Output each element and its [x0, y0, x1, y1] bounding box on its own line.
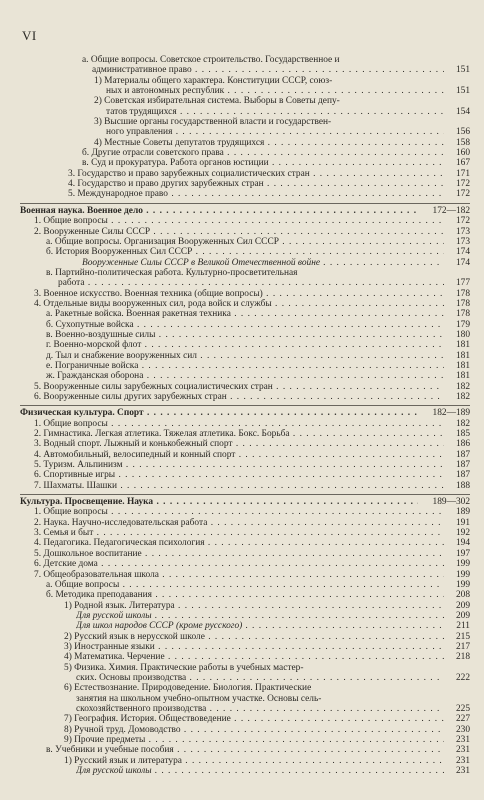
toc-entry-text: 6) Естествознание. Природоведение. Биология. Практические — [64, 683, 312, 694]
toc-entry-text: 1. Общие вопросы . . . — [34, 507, 444, 517]
toc-entry-text: 1) Русский язык и литература . . . — [64, 756, 444, 766]
toc-entry — [20, 419, 470, 429]
toc-entry — [20, 189, 470, 199]
toc-entry — [20, 766, 470, 776]
toc-entry — [20, 117, 470, 127]
toc-page-number: 181 — [455, 360, 470, 371]
toc-page-number: 231 — [455, 735, 470, 745]
toc-entry — [20, 127, 470, 137]
toc-entry — [20, 216, 470, 226]
toc-page-number: 186 — [455, 439, 470, 450]
toc-entry-text: 9) Прочие предметы . . . — [64, 735, 444, 745]
toc-page-number: 225 — [455, 703, 470, 714]
toc-entry — [20, 96, 470, 106]
toc-entry-text: 3. Водный спорт. Лыжный и конькобежный спорт . . . — [34, 439, 444, 449]
toc-entry — [20, 481, 470, 491]
toc-entry — [20, 320, 470, 330]
toc-entry — [20, 518, 470, 528]
toc-entry — [20, 392, 470, 402]
table-of-contents — [20, 55, 470, 776]
toc-page-number: 189 — [455, 507, 470, 518]
toc-entry-text: 5. Вооруженные силы зарубежных социалистических стран . . . — [34, 382, 444, 392]
toc-entry-text: 3) Иностранные языки . . . — [64, 642, 444, 652]
toc-page-number: 173 — [455, 226, 470, 237]
toc-entry — [20, 601, 470, 611]
toc-page-number: 218 — [455, 652, 470, 663]
toc-entry — [20, 169, 470, 179]
toc-entry — [20, 673, 470, 683]
toc-entry-text: 5) Физика. Химия. Практические работы в учебных мастер- — [64, 662, 304, 673]
toc-page-number: 211 — [456, 621, 470, 632]
toc-page-number: 187 — [455, 470, 470, 481]
toc-entry — [20, 642, 470, 652]
toc-page-number: 151 — [455, 65, 470, 76]
toc-page-number: 187 — [455, 460, 470, 471]
toc-page-number: 180 — [455, 329, 470, 340]
toc-entry-text: скохозяйственного производства . . . — [76, 704, 444, 714]
toc-page-number: 209 — [455, 600, 470, 611]
toc-entry — [20, 65, 470, 75]
toc-entry-text: а. Общие вопросы . . . — [46, 580, 444, 590]
toc-entry — [20, 330, 470, 340]
toc-entry-text: 7. Общеобразовательная школа . . . — [34, 570, 444, 580]
toc-page-number: 151 — [455, 86, 470, 97]
toc-page-number: 192 — [455, 528, 470, 539]
toc-entry — [20, 76, 470, 86]
toc-page-number: 188 — [455, 480, 470, 491]
toc-entry-text: 7. Шахматы. Шашки . . . — [34, 481, 444, 491]
toc-entry-text: г. Военно-морской флот . . . — [46, 340, 444, 350]
toc-entry — [20, 632, 470, 642]
toc-entry — [20, 507, 470, 517]
toc-page-number: 222 — [455, 672, 470, 683]
toc-entry-text: 1) Родной язык. Литература . . . — [64, 601, 444, 611]
toc-entry — [20, 148, 470, 158]
toc-entry-text: б. История Вооруженных Сил СССР . . . — [46, 247, 444, 257]
toc-entry — [20, 382, 470, 392]
toc-section-heading — [20, 408, 470, 418]
toc-entry-text: 1) Материалы общего характера. Конституции СССР, союз- — [94, 75, 333, 86]
toc-entry-text: 6. Спортивные игры . . . — [34, 470, 444, 480]
toc-entry-text: 8) Ручной труд. Домоводство . . . — [64, 725, 444, 735]
toc-entry-text: занятия на школьном учебно-опытном участке. Основы сель- — [76, 693, 322, 704]
toc-entry — [20, 351, 470, 361]
toc-entry-text: 3. Государство и право зарубежных социалистических стран . . . — [68, 169, 444, 179]
toc-entry — [20, 55, 470, 65]
toc-entry — [20, 158, 470, 168]
toc-entry-text: 4. Отдельные виды вооруженных сил, рода войск и службы . . . — [34, 299, 444, 309]
toc-entry — [20, 278, 470, 288]
toc-page-number: 185 — [455, 429, 470, 440]
toc-entry-text: б. Методика преподавания . . . — [46, 590, 444, 600]
toc-entry-text: 6. Детские дома . . . — [34, 559, 444, 569]
toc-entry-text: б. Сухопутные войска . . . — [46, 320, 444, 330]
toc-page-number: 172 — [455, 216, 470, 227]
toc-page-number: 217 — [455, 641, 470, 652]
toc-entry — [20, 309, 470, 319]
toc-entry — [20, 289, 470, 299]
toc-entry — [20, 227, 470, 237]
toc-entry-text: 4) Местные Советы депутатов трудящихся . . . — [94, 138, 444, 148]
toc-entry-text: в. Военно-воздушные силы . . . — [46, 330, 444, 340]
toc-page-number: 181 — [455, 350, 470, 361]
toc-entry-text: д. Тыл и снабжение вооруженных сил . . . — [46, 351, 444, 361]
toc-page-number: 172 — [455, 179, 470, 190]
toc-entry — [20, 538, 470, 548]
toc-entry — [20, 528, 470, 538]
toc-entry-text: 4) Математика. Черчение . . . — [64, 652, 444, 662]
toc-entry — [20, 704, 470, 714]
toc-entry-text: 4. Автомобильный, велосипедный и конный спорт . . . — [34, 450, 444, 460]
toc-entry-text: 3. Семья и быт . . . — [34, 528, 444, 538]
toc-page-number: 178 — [455, 298, 470, 309]
toc-page-number: 215 — [455, 631, 470, 642]
toc-section-heading — [20, 497, 470, 507]
toc-entry — [20, 590, 470, 600]
toc-entry — [20, 268, 470, 278]
toc-page-number: 230 — [455, 724, 470, 735]
toc-page-number: 178 — [455, 288, 470, 299]
toc-entry-text: Для русской школы . . . — [76, 611, 444, 621]
toc-entry — [20, 694, 470, 704]
toc-entry-text: 3. Военное искусство. Военная техника (общие вопросы) . . . — [34, 289, 444, 299]
toc-entry — [20, 470, 470, 480]
toc-page-number: 231 — [455, 755, 470, 766]
toc-page-number: 191 — [455, 517, 470, 528]
toc-page-number: 156 — [455, 127, 470, 138]
section-divider — [20, 203, 470, 204]
toc-page-number: 178 — [455, 309, 470, 320]
toc-entry-text: е. Пограничные войска . . . — [46, 361, 444, 371]
toc-entry-text: 2. Гимнастика. Легкая атлетика. Тяжелая атлетика. Бокс. Борьба . . . — [34, 429, 444, 439]
toc-entry-text: 1. Общие вопросы . . . — [34, 419, 444, 429]
toc-entry — [20, 652, 470, 662]
toc-entry-text: 5. Международное право . . . — [68, 189, 444, 199]
toc-entry — [20, 611, 470, 621]
toc-entry-text: работа . . . — [58, 278, 444, 288]
toc-page-number: 209 — [455, 610, 470, 621]
toc-page-number: 199 — [455, 579, 470, 590]
toc-page-number: 187 — [455, 449, 470, 460]
toc-page-number: 154 — [455, 106, 470, 117]
toc-entry — [20, 745, 470, 755]
toc-entry-text: а. Ракетные войска. Военная ракетная техника . . . — [46, 309, 444, 319]
toc-entry-text: в. Партийно-политическая работа. Культурно-просветительная — [46, 267, 298, 278]
toc-entry — [20, 559, 470, 569]
toc-entry-text: 5. Туризм. Альпинизм . . . — [34, 460, 444, 470]
toc-entry-text: 3) Высшие органы государственной власти и государствен- — [94, 117, 332, 128]
toc-entry-text: 1. Общие вопросы . . . — [34, 216, 444, 226]
toc-entry-text: ских. Основы производства . . . — [76, 673, 444, 683]
toc-entry-text: б. Другие отрасли советского права . . . — [82, 148, 444, 158]
toc-entry — [20, 460, 470, 470]
toc-entry — [20, 107, 470, 117]
toc-entry-text: Культура. Просвещение. Наука . . . — [20, 497, 418, 507]
toc-page-number: 174 — [455, 247, 470, 258]
toc-entry-text: а. Общие вопросы. Организация Вооруженных Сил СССР . . . — [46, 237, 444, 247]
toc-entry-text: татов трудящихся . . . — [106, 107, 444, 117]
toc-page-number: 167 — [455, 158, 470, 169]
toc-entry — [20, 756, 470, 766]
toc-entry — [20, 247, 470, 257]
toc-entry-text: Вооруженные Силы СССР в Великой Отечественной войне . . . — [82, 258, 444, 268]
toc-entry — [20, 714, 470, 724]
toc-page-number: 197 — [455, 548, 470, 559]
toc-entry — [20, 340, 470, 350]
section-divider — [20, 405, 470, 406]
toc-page-number: 182 — [455, 392, 470, 402]
toc-page-number: 179 — [455, 319, 470, 330]
toc-page-number: 171 — [455, 168, 470, 179]
toc-entry — [20, 735, 470, 745]
toc-page-number: 177 — [455, 278, 470, 289]
toc-page-number: 208 — [455, 590, 470, 601]
toc-page-number: 231 — [455, 766, 470, 777]
toc-section-heading — [20, 206, 470, 216]
toc-page-number: 173 — [455, 236, 470, 247]
toc-entry — [20, 570, 470, 580]
toc-entry — [20, 371, 470, 381]
toc-page-number: 174 — [455, 257, 470, 268]
section-divider — [20, 494, 470, 495]
toc-page-number: 227 — [455, 714, 470, 725]
toc-entry-text: 2. Наука. Научно-исследовательская работа . . . — [34, 518, 444, 528]
toc-page-number: 182 — [455, 418, 470, 429]
toc-page-number: 199 — [455, 559, 470, 570]
toc-page-number: 172—182 — [432, 205, 470, 216]
toc-entry — [20, 86, 470, 96]
toc-entry — [20, 549, 470, 559]
toc-entry-text: 2. Вооруженные Силы СССР . . . — [34, 227, 444, 237]
toc-entry-text: 2) Советская избирательная система. Выборы в Советы депу- — [94, 96, 340, 107]
toc-entry — [20, 439, 470, 449]
toc-entry — [20, 725, 470, 735]
toc-entry-text: Для школ народов СССР (кроме русского) . . . — [76, 621, 444, 631]
toc-entry — [20, 361, 470, 371]
toc-entry-text: административное право . . . — [92, 65, 444, 75]
toc-entry-text: 4. Государство и право других зарубежных стран . . . — [68, 179, 444, 189]
toc-entry — [20, 299, 470, 309]
toc-page-number: 189—302 — [432, 497, 470, 508]
toc-entry-text: в. Учебники и учебные пособия . . . — [46, 745, 444, 755]
toc-entry-text: а. Общие вопросы. Советское строительство. Государственное и — [82, 55, 340, 65]
toc-entry-text: в. Суд и прокуратура. Работа органов юстиции . . . — [82, 158, 444, 168]
toc-entry-text: ных и автономных республик . . . — [106, 86, 444, 96]
toc-page-number: 160 — [455, 148, 470, 159]
toc-entry — [20, 663, 470, 673]
toc-entry — [20, 429, 470, 439]
toc-entry-text: Физическая культура. Спорт . . . — [20, 408, 418, 418]
toc-entry-text: 4. Педагогика. Педагогическая психология . . . — [34, 538, 444, 548]
toc-entry-text: 5. Дошкольное воспитание . . . — [34, 549, 444, 559]
toc-entry-text: Военная наука. Военное дело . . . — [20, 206, 418, 216]
toc-entry — [20, 258, 470, 268]
toc-entry — [20, 683, 470, 693]
toc-entry-text: 6. Вооруженные силы других зарубежных стран . . . — [34, 392, 444, 402]
toc-entry — [20, 450, 470, 460]
toc-entry — [20, 179, 470, 189]
toc-page-number: 172 — [455, 189, 470, 200]
toc-entry-text: 7) География. История. Обществоведение . . . — [64, 714, 444, 724]
toc-page-number: 181 — [455, 340, 470, 351]
toc-page-number: 199 — [455, 569, 470, 580]
toc-entry — [20, 621, 470, 631]
toc-entry-text: Для русской школы . . . — [76, 766, 444, 776]
toc-page-number: 231 — [455, 745, 470, 756]
toc-page-number: 158 — [455, 137, 470, 148]
toc-entry-text: ного управления . . . — [106, 127, 444, 137]
toc-entry-text: ж. Гражданская оборона . . . — [46, 371, 444, 381]
toc-page-number: 181 — [455, 371, 470, 382]
toc-entry — [20, 138, 470, 148]
toc-page-number: 182—189 — [432, 408, 470, 419]
page-number: VI — [22, 28, 37, 43]
toc-entry-text: 2) Русский язык в нерусской школе . . . — [64, 632, 444, 642]
toc-page-number: 194 — [455, 538, 470, 549]
toc-entry — [20, 237, 470, 247]
toc-entry — [20, 580, 470, 590]
toc-page-number: 182 — [455, 381, 470, 392]
